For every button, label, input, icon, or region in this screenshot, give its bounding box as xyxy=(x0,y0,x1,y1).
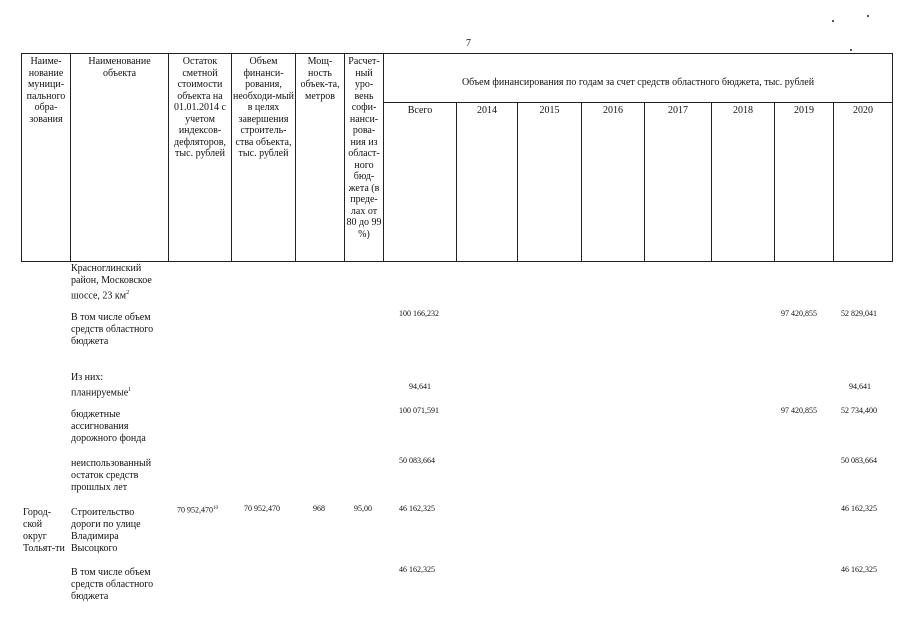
togliatti-regional-total: 46 162,325 xyxy=(399,565,435,574)
unused-total: 50 083,664 xyxy=(399,456,435,465)
header-total: Всего xyxy=(384,103,457,262)
header-year: 2015 xyxy=(518,103,582,262)
incl-regional-label: В том числе объем средств областного бюджета xyxy=(71,312,154,347)
incl-regional-2020: 52 829,041 xyxy=(841,309,877,318)
header-table xyxy=(21,53,893,262)
planned-2020: 94,641 xyxy=(849,382,871,391)
planned-total: 94,641 xyxy=(409,382,431,391)
togliatti-municipality: Город-ской округ Тольят-ти xyxy=(23,507,65,554)
header-year: 2019 xyxy=(775,103,834,262)
road-fund-total: 100 071,591 xyxy=(399,406,439,415)
header-capacity: Мощ-ность объек-та, метров xyxy=(296,54,345,262)
incl-regional-2019: 97 420,855 xyxy=(781,309,817,318)
road-fund-2020: 52 734,400 xyxy=(841,406,877,415)
togliatti-2020: 46 162,325 xyxy=(841,504,877,513)
header-municipality: Наиме-нование муници-пального обра-зования xyxy=(22,54,71,262)
location-label: Красноглинский район, Московское шоссе, 23 $км^2$ xyxy=(71,263,152,302)
togliatti-regional-2020: 46 162,325 xyxy=(841,565,877,574)
planned-label-top: Из них: xyxy=(71,372,104,383)
scan-speck xyxy=(832,20,834,22)
incl-regional-total: 100 166,232 xyxy=(399,309,439,318)
header-year: 2016 xyxy=(582,103,645,262)
togliatti-financing: 70 952,470 xyxy=(244,504,280,513)
header-year: 2014 xyxy=(457,103,518,262)
road-fund-label: бюджетные ассигнования дорожного фонда xyxy=(71,409,146,444)
header-year: 2017 xyxy=(645,103,712,262)
header-year: 2020 xyxy=(834,103,893,262)
togliatti-level: 95,00 xyxy=(354,504,372,513)
unused-2020: 50 083,664 xyxy=(841,456,877,465)
road-fund-2019: 97 420,855 xyxy=(781,406,817,415)
togliatti-total: 46 162,325 xyxy=(399,504,435,513)
header-object-name: Наименование объекта xyxy=(71,54,169,262)
unused-label: неиспользованный остаток средств прошлых лет xyxy=(71,458,152,493)
togliatti-regional-label: В том числе объем средств областного бюджета xyxy=(71,567,154,602)
header-cofinancing-level: Расчет-ный уро-вень софи-нанси-рова-ния из област-ного бюд-жета (в преде-лах от 80 до 99 %) xyxy=(345,54,384,262)
planned-label: Из них: планируемые$^1$ xyxy=(71,372,166,399)
page-number: 7 xyxy=(466,38,471,49)
scan-speck xyxy=(867,15,869,17)
header-estimate-balance: Остаток сметной стоимости объекта на 01.01.2014 с учетом индексов-дефляторов, тыс. рублей xyxy=(169,54,232,262)
header-financing-volume: Объем финанси-рования, необходи-мый в целях завершения строитель-ства объекта, тыс. рублей xyxy=(232,54,296,262)
togliatti-object-label: Строительство дороги по улице Владимира Высоцкого xyxy=(71,507,141,554)
header-year: 2018 xyxy=(712,103,775,262)
togliatti-capacity: 968 xyxy=(313,504,325,513)
header-regional-budget: Объем финансирования по годам за счет средств областного бюджета, тыс. рублей xyxy=(384,54,893,103)
scan-speck xyxy=(850,49,852,51)
togliatti-estimate: 70 952,470$^{10}$ xyxy=(177,505,218,515)
